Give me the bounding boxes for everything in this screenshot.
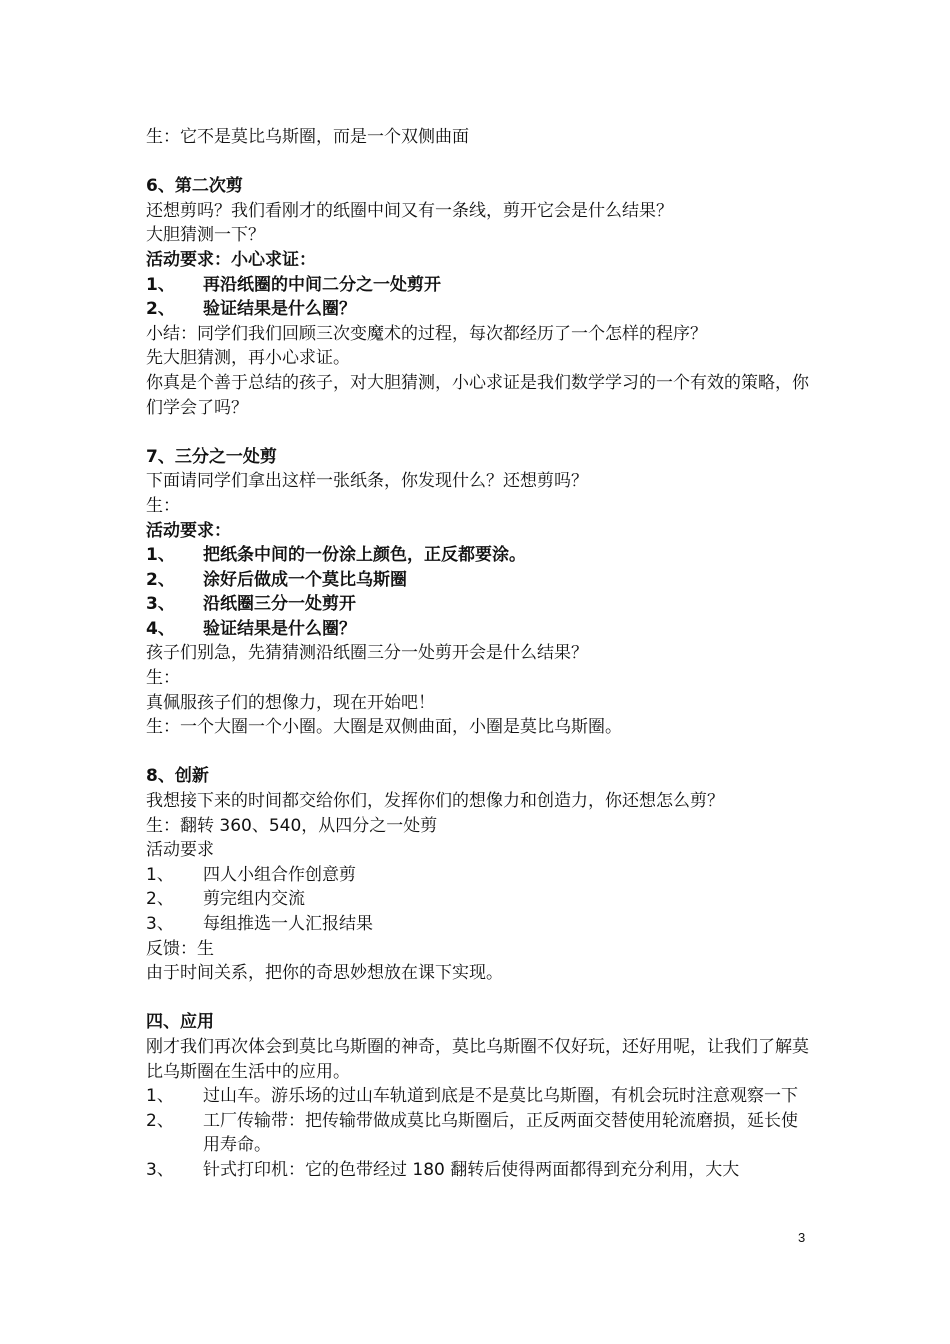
paragraph: 下面请同学们拿出这样一张纸条，你发现什么？还想剪吗？ [146,471,588,492]
list-number: 1、 [146,545,175,566]
list-number: 2、 [146,569,175,590]
list-item [146,912,811,937]
list-number: 1、 [146,864,174,885]
section-heading: 四、应用 [146,1012,214,1033]
list-text: 剪完组内交流 [203,889,305,910]
list-number: 3、 [146,914,174,934]
activity-requirement: 活动要求 [146,840,214,861]
activity-requirement: 活动要求：小心求证： [146,249,316,270]
activity-requirement: 活动要求： [146,520,231,541]
paragraph: 生： [146,495,180,516]
list-text: 四人小组合作创意剪 [203,864,356,885]
section-heading: 7、三分之一处剪 [146,446,277,467]
page-number: 3 [798,1230,806,1245]
list-item [146,1109,811,1158]
list-number: 1、 [146,1086,174,1107]
list-text: 过山车。游乐场的过山车轨道到底是不是莫比乌斯圈，有机会玩时注意观察一下 [203,1086,798,1107]
paragraph: 我想接下来的时间都交给你们，发挥你们的想像力和创造力，你还想怎么剪？ [146,791,724,812]
list-item [146,1158,811,1183]
list-text: 沿纸圈三分一处剪开 [203,594,356,615]
list-text: 每组推选一人汇报结果 [203,914,373,934]
paragraph: 反馈：生 [146,938,214,959]
paragraph: 你真是个善于总结的孩子，对大胆猜测，小心求证是我们数学学习的一个有效的策略，你们学会了吗？ [146,372,809,418]
student-answer: 生：它不是莫比乌斯圈，而是一个双侧曲面 [146,127,469,147]
paragraph: 由于时间关系，把你的奇思妙想放在课下实现。 [146,963,503,984]
section-heading: 6、第二次剪 [146,176,243,197]
list-item [146,273,811,298]
paragraph: 生：翻转 360、540，从四分之一处剪 [146,815,438,836]
list-item [146,1084,811,1109]
paragraph: 刚才我们再次体会到莫比乌斯圈的神奇，莫比乌斯圈不仅好玩，还好用呢，让我们了解莫比乌斯圈在生活中的应用。 [146,1036,809,1082]
list-text: 验证结果是什么圈？ [203,618,356,639]
list-text: 工厂传输带：把传输带做成莫比乌斯圈后，正反两面交替使用轮流磨损，延长使用寿命。 [203,1110,798,1156]
list-number: 2、 [146,1110,174,1131]
paragraph: 小结：同学们我们回顾三次变魔术的过程，每次都经历了一个怎样的程序？ [146,323,707,344]
list-item [146,568,811,593]
list-number: 2、 [146,299,175,320]
list-number: 3、 [146,1159,174,1180]
paragraph: 还想剪吗？我们看刚才的纸圈中间又有一条线，剪开它会是什么结果？ [146,200,673,221]
list-text: 验证结果是什么圈？ [203,299,356,320]
list-item [146,592,811,617]
page-content [146,125,811,1183]
list-text: 涂好后做成一个莫比乌斯圈 [203,569,407,590]
paragraph: 生：一个大圈一个小圈。大圈是双侧曲面，小圈是莫比乌斯圈。 [146,717,622,738]
list-number: 1、 [146,274,175,295]
paragraph: 孩子们别急，先猜猜测沿纸圈三分一处剪开会是什么结果？ [146,643,588,664]
list-number: 2、 [146,889,174,910]
list-item [146,297,811,322]
paragraph: 生： [146,668,180,689]
list-number: 4、 [146,618,175,639]
list-item [146,863,811,888]
list-item [146,887,811,912]
paragraph: 大胆猜测一下？ [146,225,265,246]
paragraph: 真佩服孩子们的想像力，现在开始吧！ [146,692,435,713]
section-heading: 8、创新 [146,766,209,787]
list-item [146,617,811,642]
list-text: 针式打印机：它的色带经过 180 翻转后使得两面都得到充分利用，大大 [203,1159,740,1180]
list-number: 3、 [146,594,175,615]
list-item [146,543,811,568]
list-text: 再沿纸圈的中间二分之一处剪开 [203,274,441,295]
paragraph: 先大胆猜测，再小心求证。 [146,348,350,369]
list-text: 把纸条中间的一份涂上颜色，正反都要涂。 [203,545,526,566]
